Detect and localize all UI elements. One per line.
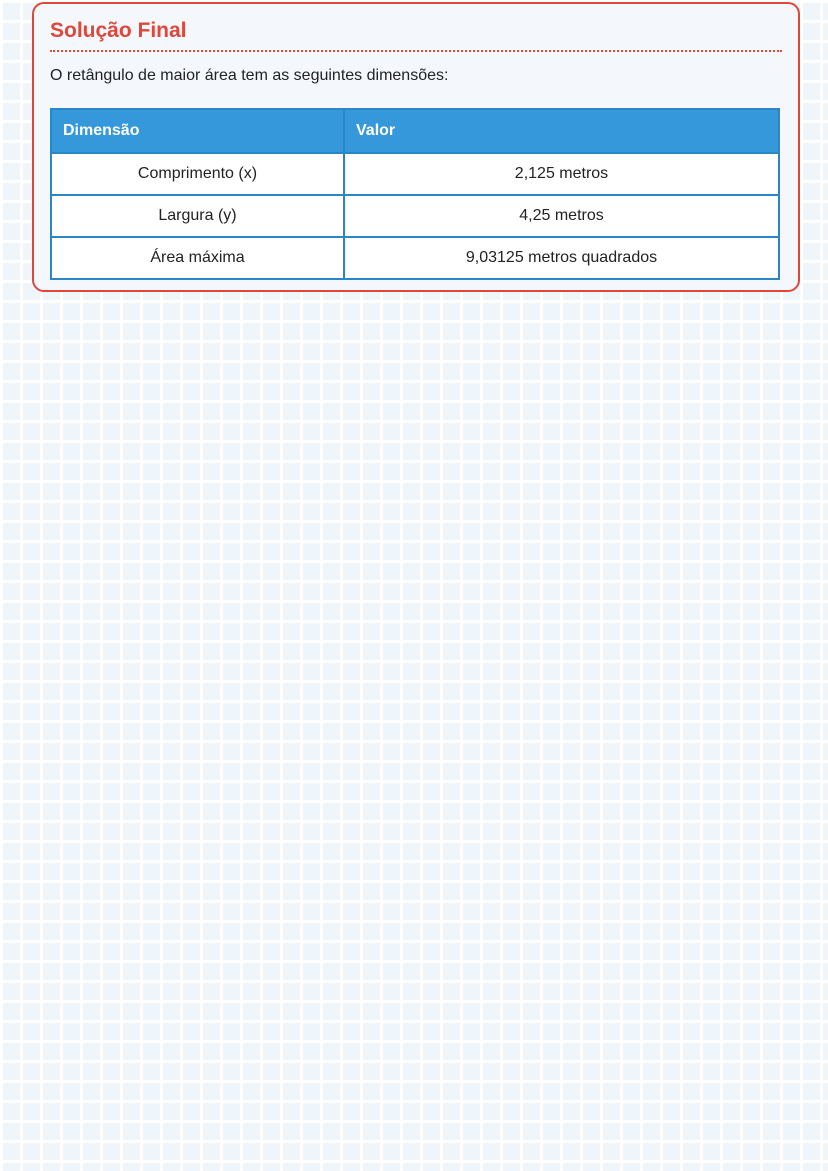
cell-value: 9,03125 metros quadrados: [344, 237, 779, 279]
table-header-row: [51, 109, 779, 153]
header-value: Valor: [344, 109, 779, 153]
dimensions-table: [50, 108, 780, 280]
cell-dimension: Comprimento (x): [51, 153, 344, 195]
final-solution-card: [32, 2, 800, 292]
table-row: [51, 237, 779, 279]
table-row: [51, 153, 779, 195]
cell-value: 2,125 metros: [344, 153, 779, 195]
cell-dimension: Área máxima: [51, 237, 344, 279]
card-title: Solução Final: [50, 18, 782, 52]
cell-dimension: Largura (y): [51, 195, 344, 237]
intro-text: O retângulo de maior área tem as seguintes dimensões:: [50, 67, 449, 84]
header-dimension: Dimensão: [51, 109, 344, 153]
cell-value: 4,25 metros: [344, 195, 779, 237]
table-row: [51, 195, 779, 237]
